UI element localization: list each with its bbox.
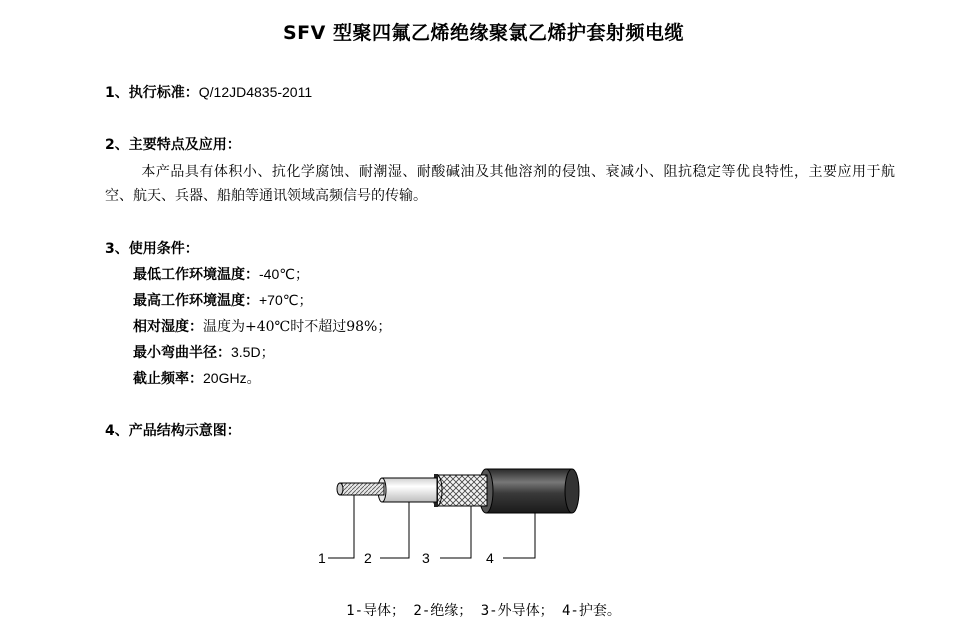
condition-label: 最高工作环境温度： — [133, 293, 259, 309]
condition-label: 相对湿度： — [133, 319, 203, 335]
condition-humidity — [133, 316, 391, 336]
condition-value: 3.5D； — [231, 344, 275, 360]
condition-label: 最低工作环境温度： — [133, 267, 259, 283]
condition-label: 截止频率： — [133, 371, 203, 387]
condition-label: 最小弯曲半径： — [133, 345, 231, 361]
cable-structure-diagram — [300, 458, 600, 576]
page-title: SFV 型聚四氟乙烯绝缘聚氯乙烯护套射频电缆 — [283, 22, 684, 44]
condition-min-temp — [133, 264, 309, 284]
condition-cutoff-frequency — [133, 368, 261, 388]
outer-jacket-shape — [479, 469, 579, 513]
standard-heading: 1、执行标准： — [105, 85, 199, 101]
condition-max-temp — [133, 290, 312, 310]
inner-conductor-shape — [337, 483, 384, 495]
diagram-label-insulation: 2 — [364, 550, 372, 566]
condition-value: +70℃； — [259, 292, 313, 308]
condition-value: 温度为+40℃时不超过98%； — [203, 319, 392, 335]
diagram-label-outer-conductor: 3 — [422, 550, 430, 566]
insulation-shape — [378, 478, 437, 502]
standard-value: Q/12JD4835-2011 — [198, 84, 313, 100]
features-paragraph: 本产品具有体积小、抗化学腐蚀、耐潮湿、耐酸碱油及其他溶剂的侵蚀、衰减小、阻抗稳定等优良特性，主要应用于航空、航天、兵器、船舶等通讯领域高频信号的传输。 — [105, 164, 895, 204]
section-standard — [105, 82, 312, 102]
condition-value: 20GHz。 — [203, 370, 261, 386]
structure-heading: 4、产品结构示意图： — [105, 423, 241, 439]
conditions-heading: 3、使用条件： — [105, 241, 199, 257]
condition-bend-radius — [133, 342, 275, 362]
diagram-caption: 1-导体； 2-绝缘； 3-外导体； 4-护套。 — [346, 603, 621, 619]
outer-conductor-shape — [432, 474, 487, 507]
diagram-label-jacket: 4 — [486, 550, 494, 566]
diagram-label-conductor: 1 — [318, 550, 326, 566]
features-heading: 2、主要特点及应用： — [105, 137, 241, 153]
condition-value: -40℃； — [259, 266, 309, 282]
